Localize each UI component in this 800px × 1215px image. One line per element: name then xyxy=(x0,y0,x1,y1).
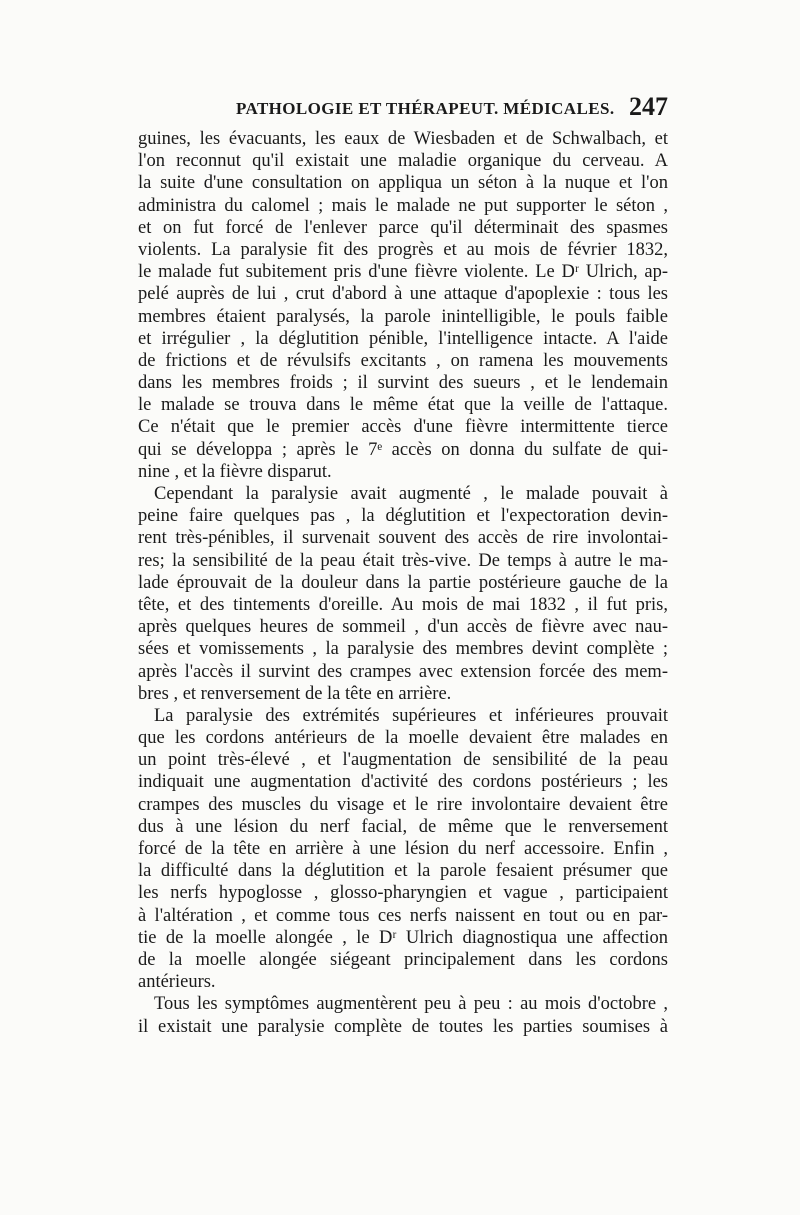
text-line: res; la sensibilité de la peau était très-vive. De temps à autre le ma- xyxy=(138,550,668,571)
text-line: de frictions et de révulsifs excitants , on ramena les mouvements xyxy=(138,350,668,371)
text-line: lade éprouvait de la douleur dans la partie postérieure gauche de la xyxy=(138,572,668,593)
text-line: rent très-pénibles, il survenait souvent des accès de rire involontai- xyxy=(138,528,668,549)
text-line: Cependant la paralysie avait augmenté , le malade pouvait à xyxy=(154,484,668,504)
text-line: sées et vomissements , la paralysie des membres devint complète ; xyxy=(138,639,668,660)
text-line: violents. La paralysie fit des progrès et au mois de février 1832, xyxy=(138,239,668,260)
text-line: membres étaient paralysés, la parole inintelligible, le pouls faible xyxy=(138,306,668,327)
text-line: la difficulté dans la déglutition et la parole fesaient présumer que xyxy=(138,861,668,882)
text-line: le malade fut subitement pris d'une fièvre violente. Le Dʳ Ulrich, ap- xyxy=(138,262,668,283)
text-line: Ce n'était que le premier accès d'une fièvre intermittente tierce xyxy=(138,417,668,438)
text-line: bres , et renversement de la tête en arrière. xyxy=(138,683,452,704)
text-line: guines, les évacuants, les eaux de Wiesbaden et de Schwalbach, et xyxy=(138,129,668,149)
running-title: PATHOLOGIE ET THÉRAPEUT. MÉDICALES. xyxy=(236,99,615,118)
text-line: l'on reconnut qu'il existait une maladie organique du cerveau. A xyxy=(138,151,668,172)
text-line: la suite d'une consultation on appliqua un séton à la nuque et l'on xyxy=(138,173,668,194)
page-header xyxy=(138,93,668,127)
text-line: peine faire quelques pas , la déglutition et l'expectoration devin- xyxy=(138,506,668,527)
text-line: et on fut forcé de l'enlever parce qu'il déterminait des spasmes xyxy=(138,217,668,238)
text-line: crampes des muscles du visage et le rire involontaire devaient être xyxy=(138,794,668,815)
text-line: dans les membres froids ; il survint des sueurs , et le lendemain xyxy=(138,373,668,394)
text-line: après l'accès il survint des crampes avec extension forcée des mem- xyxy=(138,661,668,682)
text-line: indiquait une augmentation d'activité des cordons postérieurs ; les xyxy=(138,772,668,793)
text-line: pelé auprès de lui , crut d'abord à une attaque d'apoplexie : tous les xyxy=(138,284,668,305)
text-line: les nerfs hypoglosse , glosso-pharyngien et vague , participaient xyxy=(138,883,668,904)
text-line: il existait une paralysie complète de toutes les parties soumises à xyxy=(138,1016,668,1037)
text-line: tie de la moelle alongée , le Dʳ Ulrich diagnostiqua une affection xyxy=(138,927,668,948)
text-line: administra du calomel ; mais le malade ne put supporter le séton , xyxy=(138,195,668,216)
text-line: nine , et la fièvre disparut. xyxy=(138,461,332,482)
text-line: à l'altération , et comme tous ces nerfs naissent en tout ou en par- xyxy=(138,905,668,926)
text-line: le malade se trouva dans le même état que la veille de l'attaque. xyxy=(138,395,668,416)
text-line: La paralysie des extrémités supérieures et inférieures prouvait xyxy=(154,705,668,726)
text-line: qui se développa ; après le 7ᵉ accès on donna du sulfate de qui- xyxy=(138,439,668,460)
page-number: 247 xyxy=(629,92,668,121)
text-line: tête, et des tintements d'oreille. Au mois de mai 1832 , il fut pris, xyxy=(138,594,668,615)
text-line: forcé de la tête en arrière à une lésion du nerf accessoire. Enfin , xyxy=(138,839,668,859)
text-line: Tous les symptômes augmentèrent peu à peu : au mois d'octobre , xyxy=(154,994,668,1015)
body-text xyxy=(138,128,668,1038)
text-line: un point très-élevé , et l'augmentation de sensibilité de la peau xyxy=(138,750,668,771)
text-line: antérieurs. xyxy=(138,972,216,993)
text-line: après quelques heures de sommeil , d'un accès de fièvre avec nau- xyxy=(138,617,668,638)
text-line: que les cordons antérieurs de la moelle devaient être malades en xyxy=(138,728,668,749)
text-line: de la moelle alongée siégeant principalement dans les cordons xyxy=(138,949,668,970)
text-line: dus à une lésion du nerf facial, de même que le renversement xyxy=(138,816,668,837)
text-line: et irrégulier , la déglutition pénible, l'intelligence intacte. A l'aide xyxy=(138,328,668,349)
